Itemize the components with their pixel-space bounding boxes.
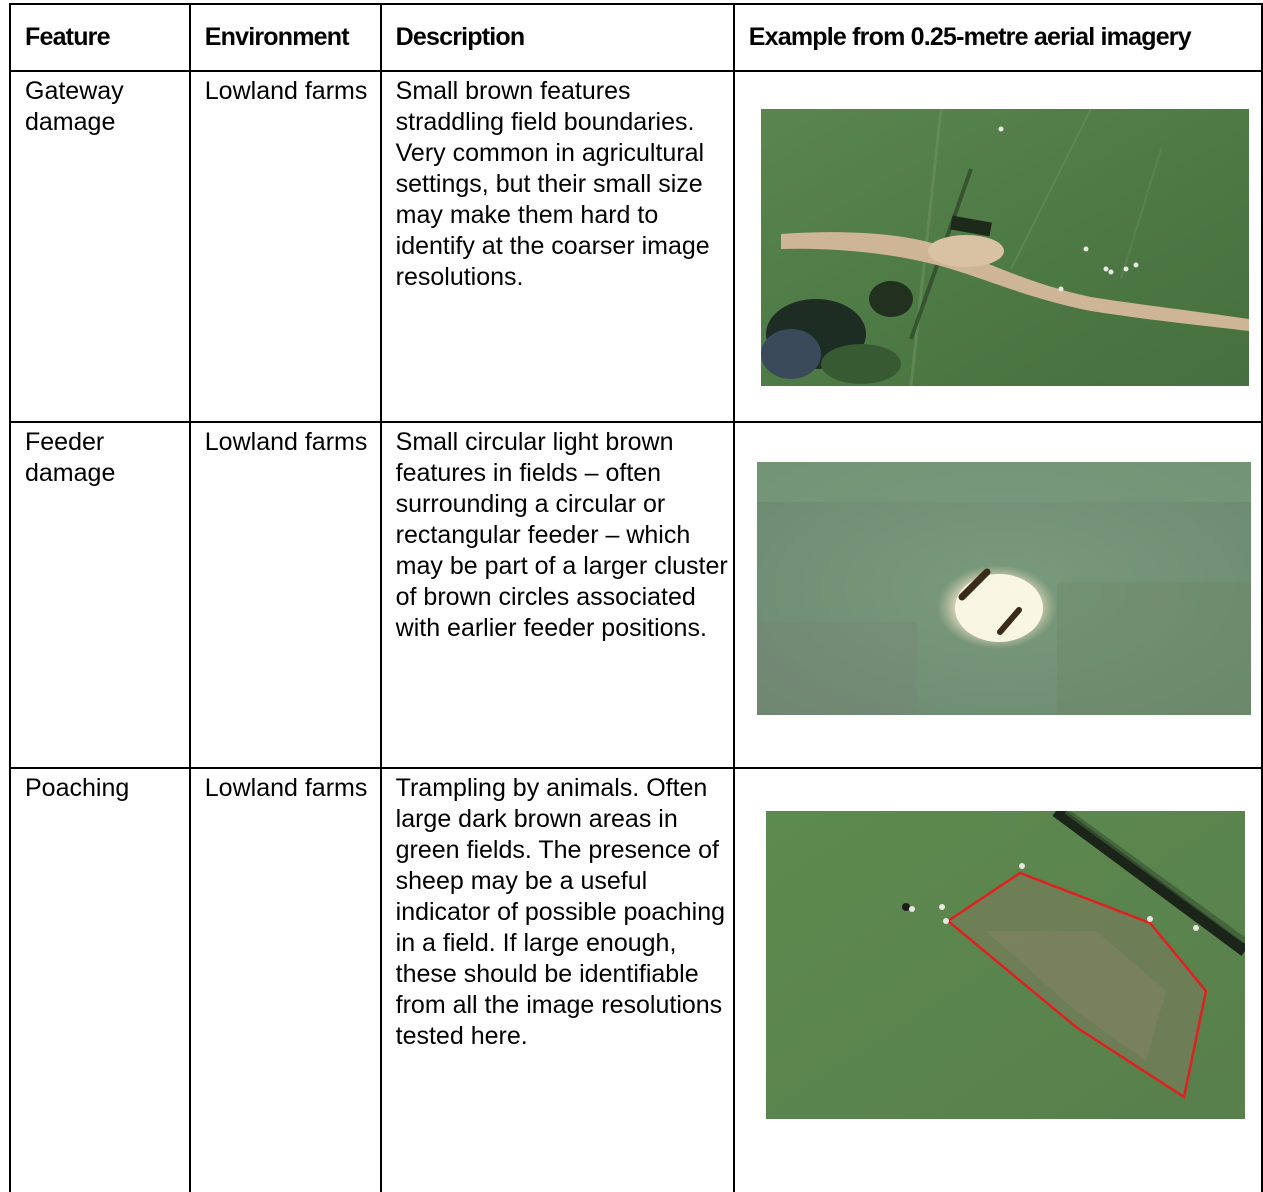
table-header-row: [10, 4, 1262, 71]
description-cell: Small brown features straddling field boundaries. Very common in agricultural settings, but their small size may make them hard to identify at the coarser image resolutions.: [381, 71, 734, 422]
environment-cell: Lowland farms: [190, 422, 381, 768]
table-row: [10, 71, 1262, 422]
aerial-photo-gateway-damage: [761, 109, 1249, 386]
table-row: [10, 768, 1262, 1192]
header-example: Example from 0.25-metre aerial imagery: [734, 4, 1262, 71]
description-cell: Trampling by animals. Often large dark brown areas in green fields. The presence of sheep may be a useful indicator of possible poaching in a field. If large enough, these should be identifiable from all the image resolutions tested here.: [381, 768, 734, 1192]
example-image-cell: [734, 768, 1262, 1192]
aerial-photo-poaching: [766, 811, 1245, 1119]
environment-cell: Lowland farms: [190, 71, 381, 422]
feature-cell: Gateway damage: [10, 71, 190, 422]
description-cell: Small circular light brown features in fields – often surrounding a circular or rectangular feeder – which may be part of a larger cluster of brown circles associated with earlier feeder positions.: [381, 422, 734, 768]
header-feature: Feature: [10, 4, 190, 71]
header-description: Description: [381, 4, 734, 71]
environment-cell: Lowland farms: [190, 768, 381, 1192]
example-image-cell: [734, 71, 1262, 422]
feature-cell: Feeder damage: [10, 422, 190, 768]
table-row: [10, 422, 1262, 768]
header-environment: Environment: [190, 4, 381, 71]
aerial-photo-feeder-damage: [757, 462, 1251, 715]
features-table: [9, 3, 1263, 1192]
example-image-cell: [734, 422, 1262, 768]
feature-cell: Poaching: [10, 768, 190, 1192]
